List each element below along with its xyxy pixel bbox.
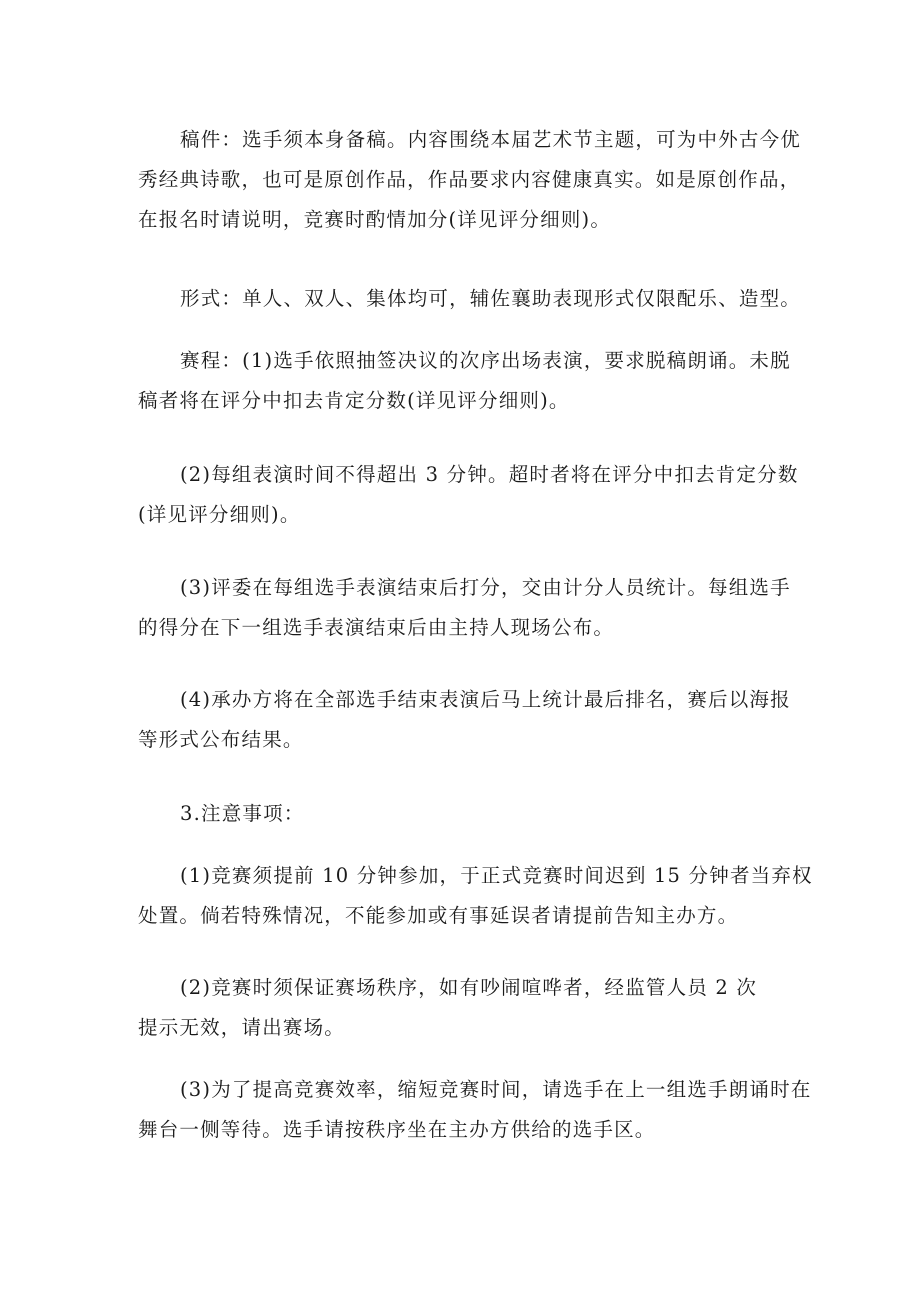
- text-line: (2)竞赛时须保证赛场秩序，如有吵闹喧哗者，经监管人员 2 次: [180, 976, 758, 999]
- text-line: 舞台一侧等待。选手请按秩序坐在主办方供给的选手区。: [138, 1118, 656, 1141]
- text-line: (3)评委在每组选手表演结束后打分，交由计分人员统计。每组选手: [180, 576, 791, 599]
- paragraph-schedule-3: [138, 568, 798, 648]
- paragraph-schedule-2: [138, 455, 798, 535]
- paragraph-notes-1: [138, 856, 813, 936]
- paragraph-notes-3: [138, 1070, 812, 1150]
- text-line: 等形式公布结果。: [138, 728, 304, 751]
- text-line: 秀经典诗歌，也可是原创作品，作品要求内容健康真实。如是原创作品，: [138, 168, 801, 191]
- paragraph-schedule-1: [138, 341, 798, 421]
- text-line: (4)承办方将在全部选手结束表演后马上统计最后排名，赛后以海报: [180, 688, 791, 711]
- text-line: (详见评分细则)。: [138, 503, 301, 526]
- text-line: (2)每组表演时间不得超出 3 分钟。超时者将在评分中扣去肯定分数: [180, 463, 799, 486]
- section-heading-notes: [138, 794, 798, 834]
- text-line: (1)竞赛须提前 10 分钟参加，于正式竞赛时间迟到 15 分钟者当弃权: [180, 864, 813, 887]
- text-line: 处置。倘若特殊情况，不能参加或有事延误者请提前告知主办方。: [138, 904, 739, 927]
- text-line: 赛程：(1)选手依照抽签决议的次序出场表演，要求脱稿朗诵。未脱: [180, 349, 791, 372]
- text-line: 3.注意事项：: [180, 802, 305, 825]
- paragraph-notes-2: [138, 968, 798, 1048]
- text-line: 稿者将在评分中扣去肯定分数(详见评分细则)。: [138, 389, 570, 412]
- text-line: (3)为了提高竞赛效率，缩短竞赛时间，请选手在上一组选手朗诵时在: [180, 1078, 812, 1101]
- paragraph-schedule-4: [138, 680, 798, 760]
- text-line: 的得分在下一组选手表演结束后由主持人现场公布。: [138, 616, 615, 639]
- text-line: 提示无效，请出赛场。: [138, 1016, 346, 1039]
- text-line: 在报名时请说明，竞赛时酌情加分(详见评分细则)。: [138, 208, 612, 231]
- text-line: 稿件：选手须本身备稿。内容围绕本届艺术节主题，可为中外古今优: [180, 128, 802, 151]
- paragraph-manuscript: [138, 120, 802, 240]
- paragraph-format: [138, 279, 802, 319]
- text-line: 形式：单人、双人、集体均可，辅佐襄助表现形式仅限配乐、造型。: [180, 287, 802, 310]
